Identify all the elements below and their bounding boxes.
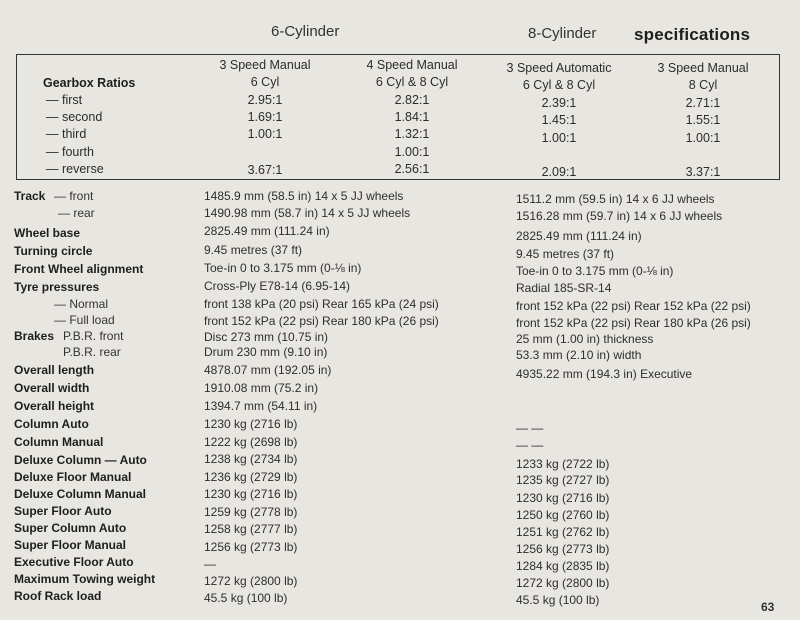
gearbox-label: Gearbox Ratios [43, 76, 136, 90]
gearbox-col-header: 6 Cyl & 8 Cyl [375, 75, 449, 89]
weight-value-6: — [204, 557, 216, 571]
gearbox-col-header: 3 Speed Manual [219, 58, 311, 72]
weight-value-6: 1259 kg (2778 lb) [204, 505, 298, 519]
gearbox-cell: 2.95:1 [247, 93, 283, 107]
spec-value: 9.45 metres (37 ft) [516, 247, 615, 261]
weight-label: Super Floor Manual [14, 538, 127, 552]
weight-value-6: 45.5 kg (100 lb) [204, 591, 288, 605]
weight-label: Deluxe Column Manual [14, 487, 147, 501]
weight-value-8: 1233 kg (2722 lb) [516, 457, 610, 471]
gearbox-cell: 2.71:1 [685, 96, 721, 110]
spec-value: front 152 kPa (22 psi) Rear 180 kPa (26 psi) [516, 316, 751, 330]
gearbox-cell: 1.00:1 [541, 131, 577, 145]
weight-value-8: 1235 kg (2727 lb) [516, 473, 610, 487]
gearbox-cell: 1.32:1 [394, 127, 430, 141]
weight-value-6: 1230 kg (2716 lb) [204, 487, 298, 501]
weight-label: Super Column Auto [14, 521, 127, 535]
spec-label-alignment: Front Wheel alignment [14, 262, 144, 276]
spec-label-track: Track [14, 189, 46, 203]
spec-value: 1910.08 mm (75.2 in) [204, 381, 319, 395]
gearbox-cell: 2.56:1 [394, 162, 430, 176]
gearbox-col-header: 6 Cyl & 8 Cyl [522, 78, 596, 92]
gearbox-cell: 3.37:1 [685, 165, 721, 179]
spec-sub-brakes-front: P.B.R. front [63, 329, 124, 343]
spec-label-overall-height: Overall height [14, 399, 95, 413]
spec-value: 4878.07 mm (192.05 in) [204, 363, 332, 377]
spec-value: Cross-Ply E78-14 (6.95-14) [204, 279, 351, 293]
spec-sub-track-front: — front [54, 189, 94, 203]
weight-value-8: — — [516, 421, 544, 435]
spec-value: 1490.98 mm (58.7 in) 14 x 5 JJ wheels [204, 206, 411, 220]
gearbox-cell: 1.00:1 [685, 131, 721, 145]
spec-value: 2825.49 mm (111.24 in) [516, 229, 642, 243]
weight-value-6: 1238 kg (2734 lb) [204, 452, 298, 466]
spec-label-tyre-pressures: Tyre pressures [14, 280, 100, 294]
spec-value: Radial 185-SR-14 [516, 281, 612, 295]
weight-value-8: 1230 kg (2716 lb) [516, 491, 610, 505]
gearbox-cell: 1.00:1 [247, 127, 283, 141]
weight-label: Deluxe Column — Auto [14, 453, 147, 467]
header-specifications: specifications [634, 25, 751, 44]
spec-value: Toe-in 0 to 3.175 mm (0-⅛ in) [516, 264, 674, 278]
header-8-cylinder: 8-Cylinder [528, 25, 597, 42]
weight-value-6: 1272 kg (2800 lb) [204, 574, 298, 588]
gearbox-col-header: 4 Speed Manual [366, 58, 458, 72]
gearbox-cell: 2.09:1 [541, 165, 577, 179]
spec-value: 1394.7 mm (54.11 in) [204, 399, 318, 413]
spec-value: 9.45 metres (37 ft) [204, 243, 303, 257]
spec-value: front 152 kPa (22 psi) Rear 152 kPa (22 psi) [516, 299, 751, 313]
weight-value-8: 1251 kg (2762 lb) [516, 525, 610, 539]
weight-value-8: 1284 kg (2835 lb) [516, 559, 610, 573]
gearbox-row-label: — third [46, 127, 87, 141]
gearbox-cell: 2.82:1 [394, 93, 430, 107]
spec-value: 25 mm (1.00 in) thickness [516, 332, 654, 346]
gearbox-row-label: — second [46, 110, 103, 124]
gearbox-row-label: — fourth [46, 145, 94, 159]
weight-value-8: 1256 kg (2773 lb) [516, 542, 610, 556]
spec-value: Drum 230 mm (9.10 in) [204, 345, 328, 359]
gearbox-row-label: — reverse [46, 162, 104, 176]
page-number: 63 [761, 600, 775, 614]
spec-label-brakes: Brakes [14, 329, 55, 343]
weight-value-8: 1250 kg (2760 lb) [516, 508, 610, 522]
gearbox-cell: 1.45:1 [541, 113, 577, 127]
gearbox-cell: 1.55:1 [685, 113, 721, 127]
gearbox-col-header: 6 Cyl [250, 75, 280, 89]
spec-sub-brakes-rear: P.B.R. rear [63, 345, 121, 359]
weight-value-6: 1222 kg (2698 lb) [204, 435, 298, 449]
spec-value: 1511.2 mm (59.5 in) 14 x 6 JJ wheels [516, 192, 715, 206]
weight-label: Roof Rack load [14, 589, 102, 603]
gearbox-col-header: 8 Cyl [688, 78, 718, 92]
gearbox-cell: 1.84:1 [394, 110, 430, 124]
gearbox-col-header: 3 Speed Automatic [506, 61, 612, 75]
gearbox-cell: 3.67:1 [247, 163, 283, 177]
spec-sub-track-rear: — rear [58, 206, 95, 220]
gearbox-col-header: 3 Speed Manual [657, 61, 749, 75]
weight-value-6: 1236 kg (2729 lb) [204, 470, 298, 484]
spec-label-overall-length: Overall length [14, 363, 95, 377]
spec-value: 2825.49 mm (111.24 in) [204, 224, 330, 238]
spec-value: 4935.22 mm (194.3 in) Executive [516, 367, 693, 381]
gearbox-cell: 1.69:1 [247, 110, 283, 124]
weight-value-6: 1258 kg (2777 lb) [204, 522, 298, 536]
spec-sub-full-load: — Full load [54, 313, 115, 327]
spec-value: front 152 kPa (22 psi) Rear 180 kPa (26 psi) [204, 314, 439, 328]
spec-label-wheel-base: Wheel base [14, 226, 81, 240]
weight-value-8: 1272 kg (2800 lb) [516, 576, 610, 590]
spec-value: Disc 273 mm (10.75 in) [204, 330, 329, 344]
gearbox-cell: 2.39:1 [541, 96, 577, 110]
spec-value: 53.3 mm (2.10 in) width [516, 348, 642, 362]
weight-value-8: — — [516, 438, 544, 452]
weight-label: Column Auto [14, 417, 89, 431]
spec-label-overall-width: Overall width [14, 381, 90, 395]
spec-value: 1485.9 mm (58.5 in) 14 x 5 JJ wheels [204, 189, 404, 203]
spec-value: 1516.28 mm (59.7 in) 14 x 6 JJ wheels [516, 209, 723, 223]
weight-label: Column Manual [14, 435, 104, 449]
weight-label: Deluxe Floor Manual [14, 470, 132, 484]
gearbox-row-label: — first [46, 93, 83, 107]
spec-sub-normal: — Normal [54, 297, 109, 311]
header-6-cylinder: 6-Cylinder [271, 23, 340, 40]
weight-label: Super Floor Auto [14, 504, 112, 518]
weight-value-6: 1256 kg (2773 lb) [204, 540, 298, 554]
spec-value: Toe-in 0 to 3.175 mm (0-⅛ in) [204, 261, 362, 275]
weight-label: Maximum Towing weight [14, 572, 156, 586]
weight-value-6: 1230 kg (2716 lb) [204, 417, 298, 431]
weight-label: Executive Floor Auto [14, 555, 134, 569]
weight-value-8: 45.5 kg (100 lb) [516, 593, 600, 607]
spec-value: front 138 kPa (20 psi) Rear 165 kPa (24 psi) [204, 297, 439, 311]
gearbox-cell: 1.00:1 [394, 145, 430, 159]
spec-label-turning-circle: Turning circle [14, 244, 93, 258]
